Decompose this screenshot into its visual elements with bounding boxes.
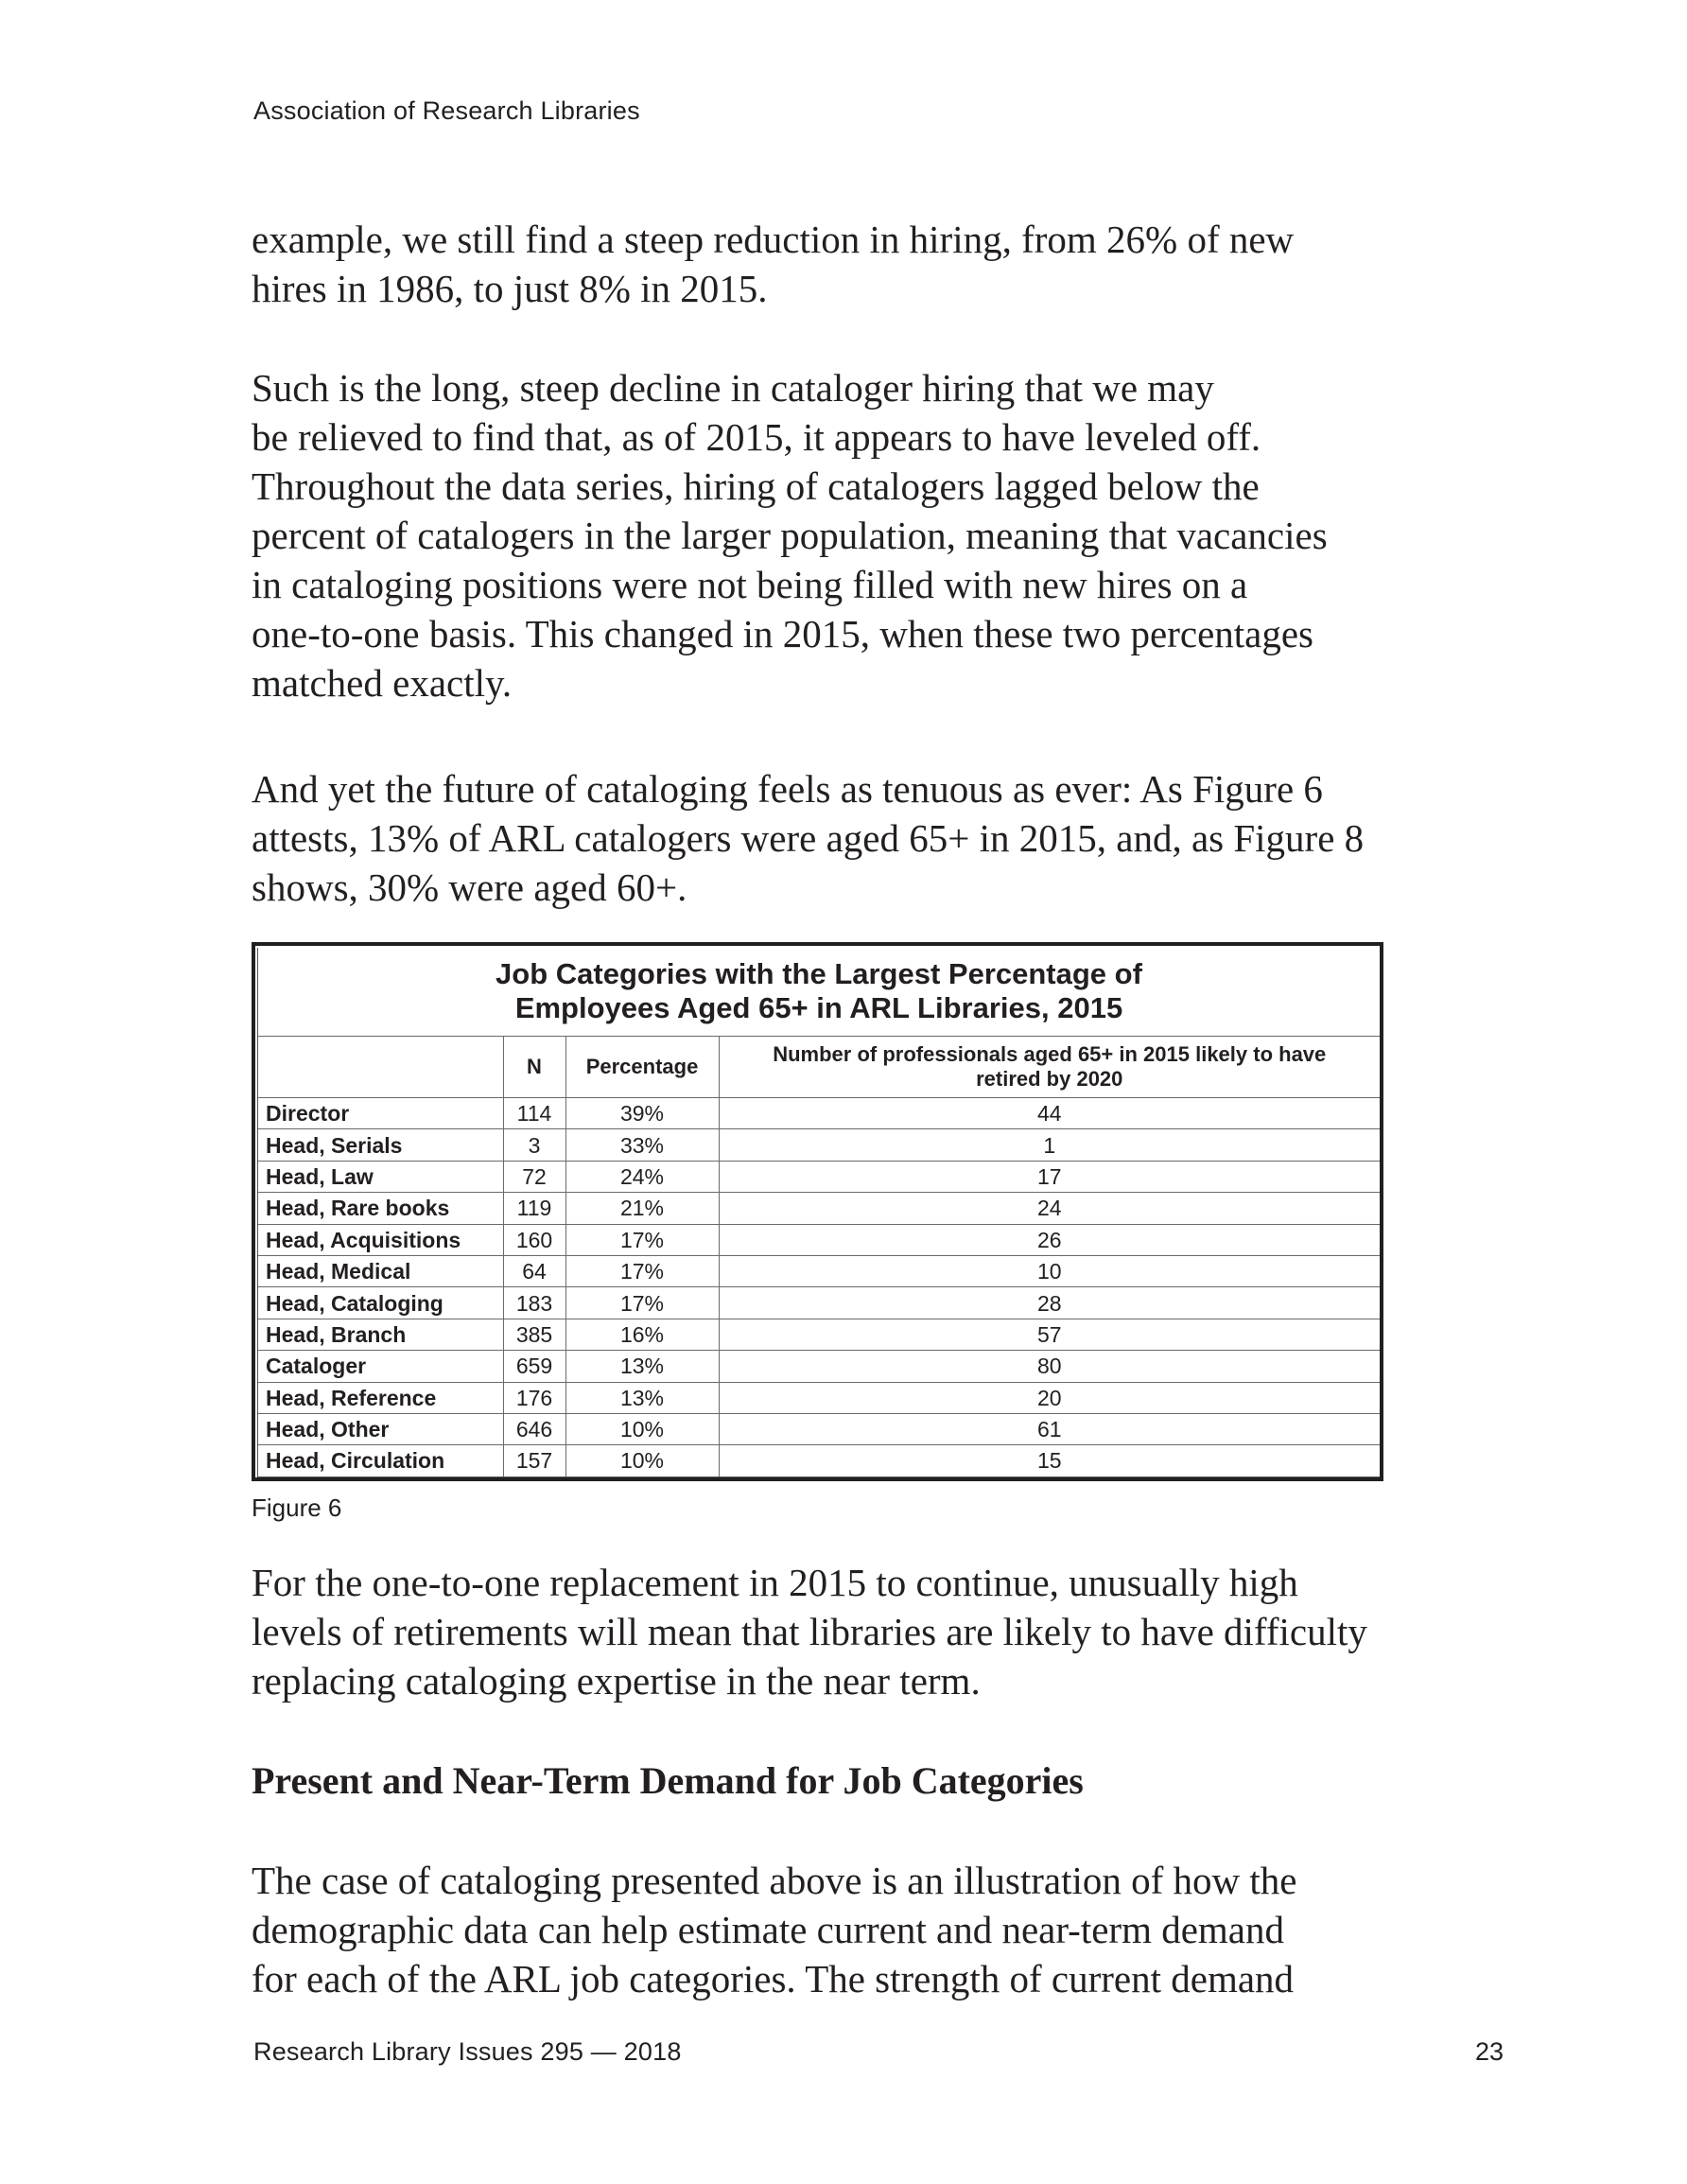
text-line: for each of the ARL job categories. The strength of current demand xyxy=(252,1957,1295,2001)
cell-category: Head, Cataloging xyxy=(258,1287,503,1319)
cell-category: Cataloger xyxy=(258,1351,503,1382)
table-header-row xyxy=(258,1037,1380,1098)
text-line: percent of catalogers in the larger population, meaning that vacancies xyxy=(252,514,1328,557)
cell-retired: 57 xyxy=(719,1319,1380,1350)
text-line: For the one-to-one replacement in 2015 to continue, unusually high xyxy=(252,1561,1298,1604)
cell-retired: 15 xyxy=(719,1445,1380,1476)
cell-retired: 26 xyxy=(719,1224,1380,1255)
cell-n: 72 xyxy=(503,1161,565,1192)
text-line: And yet the future of cataloging feels as tenuous as ever: As Figure 6 xyxy=(252,767,1323,811)
cell-retired: 17 xyxy=(719,1161,1380,1192)
cell-category: Head, Law xyxy=(258,1161,503,1192)
cell-percentage: 39% xyxy=(565,1098,719,1129)
column-header-category xyxy=(258,1037,503,1098)
cell-n: 176 xyxy=(503,1382,565,1413)
body-paragraph xyxy=(252,363,1424,708)
cell-category: Head, Reference xyxy=(258,1382,503,1413)
cell-n: 114 xyxy=(503,1098,565,1129)
cell-n: 385 xyxy=(503,1319,565,1350)
table-title-line-1: Job Categories with the Largest Percentage of xyxy=(496,957,1142,990)
body-paragraph xyxy=(252,1558,1424,1705)
table-row xyxy=(258,1287,1380,1319)
cell-retired: 44 xyxy=(719,1098,1380,1129)
column-header-n: N xyxy=(503,1037,565,1098)
table-row xyxy=(258,1224,1380,1255)
cell-n: 157 xyxy=(503,1445,565,1476)
cell-retired: 1 xyxy=(719,1129,1380,1161)
text-line: levels of retirements will mean that libraries are likely to have difficulty xyxy=(252,1610,1367,1653)
column-header-retired-by-2020: Number of professionals aged 65+ in 2015 likely to have retired by 2020 xyxy=(719,1037,1380,1098)
table-row xyxy=(258,1382,1380,1413)
cell-category: Head, Circulation xyxy=(258,1445,503,1476)
table-title xyxy=(258,948,1380,1036)
text-line: hires in 1986, to just 8% in 2015. xyxy=(252,267,768,310)
table-row xyxy=(258,1445,1380,1476)
cell-n: 119 xyxy=(503,1193,565,1224)
text-line: example, we still find a steep reduction in hiring, from 26% of new xyxy=(252,218,1295,261)
page-number: 23 xyxy=(1474,2037,1504,2066)
cell-category: Head, Serials xyxy=(258,1129,503,1161)
table-frame xyxy=(257,948,1380,1477)
body-paragraph xyxy=(252,215,1424,313)
cell-percentage: 24% xyxy=(565,1161,719,1192)
cell-n: 160 xyxy=(503,1224,565,1255)
text-line: Such is the long, steep decline in cataloger hiring that we may xyxy=(252,366,1214,410)
cell-percentage: 17% xyxy=(565,1287,719,1319)
text-line: shows, 30% were aged 60+. xyxy=(252,865,687,909)
text-line: in cataloging positions were not being filled with new hires on a xyxy=(252,563,1248,606)
cell-percentage: 10% xyxy=(565,1413,719,1444)
footer-publication: Research Library Issues 295 — 2018 xyxy=(253,2037,682,2066)
cell-percentage: 16% xyxy=(565,1319,719,1350)
cell-category: Head, Medical xyxy=(258,1255,503,1286)
section-heading: Present and Near-Term Demand for Job Categories xyxy=(252,1759,1084,1802)
cell-percentage: 13% xyxy=(565,1382,719,1413)
cell-percentage: 13% xyxy=(565,1351,719,1382)
figure-caption: Figure 6 xyxy=(252,1494,342,1522)
table-row xyxy=(258,1413,1380,1444)
table-row xyxy=(258,1193,1380,1224)
text-line: The case of cataloging presented above is an illustration of how the xyxy=(252,1859,1297,1902)
data-table xyxy=(258,1036,1380,1476)
column-header-percentage: Percentage xyxy=(565,1037,719,1098)
table-row xyxy=(258,1255,1380,1286)
text-line: Throughout the data series, hiring of catalogers lagged below the xyxy=(252,464,1260,508)
cell-retired: 28 xyxy=(719,1287,1380,1319)
cell-percentage: 17% xyxy=(565,1224,719,1255)
cell-retired: 20 xyxy=(719,1382,1380,1413)
body-paragraph xyxy=(252,764,1424,912)
cell-category: Head, Acquisitions xyxy=(258,1224,503,1255)
cell-n: 183 xyxy=(503,1287,565,1319)
cell-retired: 24 xyxy=(719,1193,1380,1224)
cell-retired: 10 xyxy=(719,1255,1380,1286)
text-line: matched exactly. xyxy=(252,661,513,705)
cell-category: Head, Rare books xyxy=(258,1193,503,1224)
table-row xyxy=(258,1319,1380,1350)
text-line: one-to-one basis. This changed in 2015, when these two percentages xyxy=(252,612,1314,655)
table-row xyxy=(258,1161,1380,1192)
cell-percentage: 33% xyxy=(565,1129,719,1161)
figure-6-table xyxy=(252,942,1383,1481)
cell-retired: 80 xyxy=(719,1351,1380,1382)
cell-n: 3 xyxy=(503,1129,565,1161)
table-row xyxy=(258,1098,1380,1129)
running-header: Association of Research Libraries xyxy=(253,96,640,125)
cell-percentage: 17% xyxy=(565,1255,719,1286)
cell-n: 64 xyxy=(503,1255,565,1286)
table-row xyxy=(258,1129,1380,1161)
text-line: replacing cataloging expertise in the near term. xyxy=(252,1659,981,1703)
cell-n: 646 xyxy=(503,1413,565,1444)
cell-category: Director xyxy=(258,1098,503,1129)
text-line: attests, 13% of ARL catalogers were aged 65+ in 2015, and, as Figure 8 xyxy=(252,816,1365,860)
cell-n: 659 xyxy=(503,1351,565,1382)
cell-percentage: 10% xyxy=(565,1445,719,1476)
table-title-line-2: Employees Aged 65+ in ARL Libraries, 2015 xyxy=(514,991,1123,1024)
table-row xyxy=(258,1351,1380,1382)
body-paragraph xyxy=(252,1856,1424,2003)
text-line: demographic data can help estimate current and near-term demand xyxy=(252,1908,1285,1951)
cell-retired: 61 xyxy=(719,1413,1380,1444)
cell-category: Head, Branch xyxy=(258,1319,503,1350)
cell-percentage: 21% xyxy=(565,1193,719,1224)
cell-category: Head, Other xyxy=(258,1413,503,1444)
text-line: be relieved to find that, as of 2015, it appears to have leveled off. xyxy=(252,415,1261,459)
